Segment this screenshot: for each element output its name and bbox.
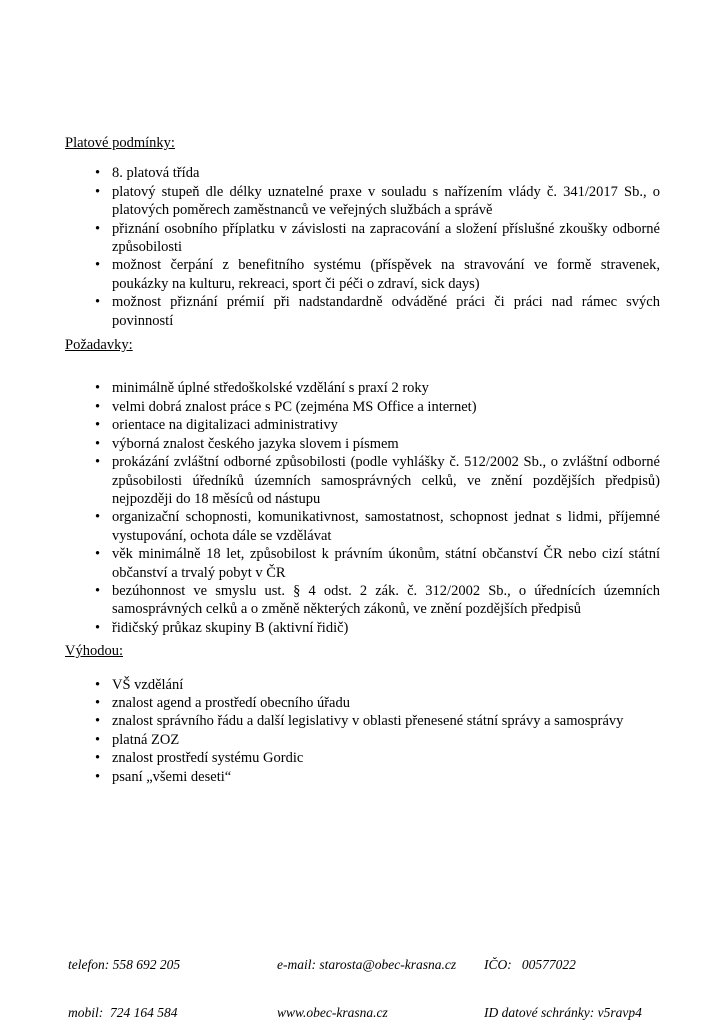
list-item: • orientace na digitalizaci administrativy xyxy=(112,416,660,434)
section-heading-platove-podminky: Platové podmínky: xyxy=(65,135,175,151)
list-item: • minimálně úplné středoškolské vzdělání s praxí 2 roky xyxy=(112,379,660,397)
list-item: • přiznání osobního příplatku v závislosti na zapracování a složení příslušné zkoušky odborné způsobilosti xyxy=(112,220,660,257)
section-pozadavky xyxy=(65,336,660,637)
list-item: • bezúhonnost ve smyslu ust. § 4 odst. 2 zák. č. 312/2002 Sb., o úřednících územních samosprávných celků a o změně některých zákonů, ve znění pozdějších předpisů xyxy=(112,582,660,619)
document-body xyxy=(65,134,660,786)
section-heading-pozadavky: Požadavky: xyxy=(65,337,133,354)
bullet-list-pozadavky xyxy=(65,379,660,637)
bullet-list-platove-podminky xyxy=(65,164,660,330)
bullet-list-vyhodou xyxy=(65,676,660,786)
list-item: • 8. platová třída xyxy=(112,164,660,182)
footer-datova-schranka-line: ID datové schránky: v5ravp4 xyxy=(484,1005,642,1020)
list-item: • znalost prostředí systému Gordic xyxy=(112,749,660,767)
list-item: • znalost agend a prostředí obecního úřadu xyxy=(112,694,660,712)
footer-web-column xyxy=(277,925,456,1024)
section-platove-podminky xyxy=(65,134,660,330)
list-item: • řidičský průkaz skupiny B (aktivní řidič) xyxy=(112,619,660,637)
footer-ico-line: IČO: 00577022 xyxy=(484,957,576,972)
list-item: • věk minimálně 18 let, způsobilost k právním úkonům, státní občanství ČR nebo cizí státní občanství a trvalý pobyt v ČR xyxy=(112,545,660,582)
footer-id-column xyxy=(484,925,642,1024)
list-item: • možnost přiznání prémií při nadstandardně odváděné práci či práci nad rámec svých povinností xyxy=(112,293,660,330)
footer-email-line: e-mail: starosta@obec-krasna.cz xyxy=(277,957,457,972)
footer-telefon-line: telefon: 558 692 205 xyxy=(68,957,181,972)
section-heading-vyhodou: Výhodou: xyxy=(65,643,123,660)
list-item: • velmi dobrá znalost práce s PC (zejména MS Office a internet) xyxy=(112,398,660,416)
list-item: • organizační schopnosti, komunikativnost, samostatnost, schopnost jednat s lidmi, příjemné vystupování, ochota dále se vzdělávat xyxy=(112,508,660,545)
footer-mobil-line: mobil: 724 164 584 xyxy=(68,1005,178,1020)
list-item: • možnost čerpání z benefitního systému (příspěvek na stravování ve formě stravenek, poukázky na kulturu, rekreaci, sport či péči o zdraví, sick days) xyxy=(112,256,660,293)
list-item: • platový stupeň dle délky uznatelné praxe v souladu s nařízením vlády č. 341/2017 Sb., o platových poměrech zaměstnanců ve veřejných službách a správě xyxy=(112,183,660,220)
footer-website-line: www.obec-krasna.cz xyxy=(277,1005,388,1020)
list-item: • psaní „všemi deseti“ xyxy=(112,768,660,786)
section-vyhodou xyxy=(65,642,660,786)
list-item: • VŠ vzdělání xyxy=(112,676,660,694)
list-item: • prokázání zvláštní odborné způsobilosti (podle vyhlášky č. 512/2002 Sb., o zvláštní odborné způsobilosti úředníků územních samosprávných celků, ve znění pozdějších předpisů) nejpozději do 18 měsíců od nástupu xyxy=(112,453,660,508)
list-item: • výborná znalost českého jazyka slovem i písmem xyxy=(112,435,660,453)
list-item: • platná ZOZ xyxy=(112,731,660,749)
footer-phone-column xyxy=(68,925,180,1024)
list-item: • znalost správního řádu a další legislativy v oblasti přenesené státní správy a samosprávy xyxy=(112,712,660,730)
